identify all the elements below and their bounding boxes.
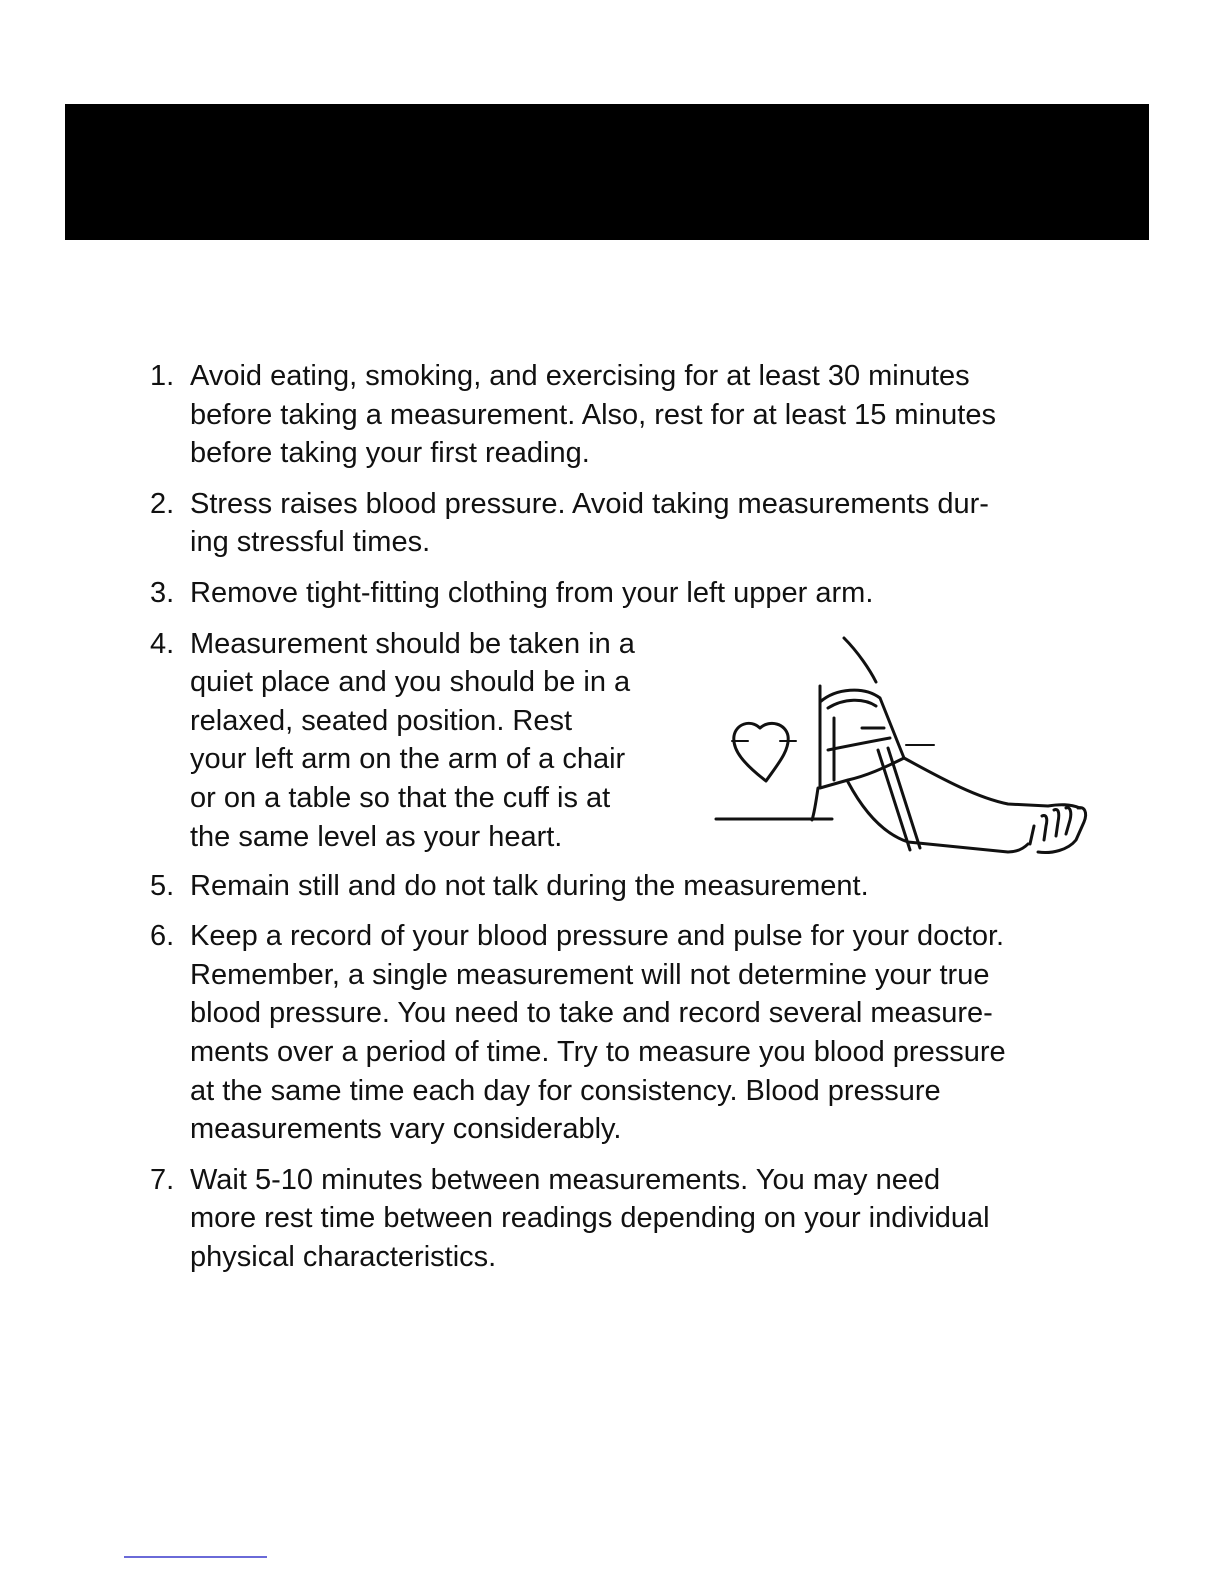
text-line: your left arm on the arm of a chair: [190, 743, 626, 776]
list-item: [148, 357, 1108, 473]
list-item: [148, 485, 1108, 562]
step-text: [190, 867, 1108, 906]
step-number: 2.: [150, 487, 175, 520]
arm-cuff-illustration: [708, 630, 1100, 866]
text-line: Avoid eating, smoking, and exercising for at least 30 minutes: [190, 360, 970, 392]
text-line: blood pressure. You need to take and record several measure-: [190, 997, 993, 1030]
upper-arm: [844, 638, 876, 682]
step-text: [190, 357, 1108, 473]
text-line: Wait 5-10 minutes between measurements. You may need: [190, 1163, 941, 1196]
text-line: Measurement should be taken in a: [190, 627, 635, 660]
text-line: before taking your first reading.: [190, 437, 590, 470]
step-text: [190, 1161, 1108, 1277]
footer-rule: [124, 1556, 267, 1558]
forearm: [848, 782, 1028, 852]
step-number: 3.: [150, 576, 175, 609]
text-line: Keep a record of your blood pressure and pulse for your doctor.: [190, 920, 1005, 953]
text-line: Remember, a single measurement will not determine your true: [190, 958, 990, 991]
elbow: [812, 788, 818, 820]
list-item: [148, 1161, 1108, 1277]
text-line: quiet place and you should be in a: [190, 666, 631, 699]
text-line: Remove tight-fitting clothing from your left upper arm.: [190, 576, 874, 609]
step-number: 1.: [150, 360, 175, 392]
list-item: [148, 917, 1108, 1149]
heart-icon: [732, 723, 796, 781]
text-line: before taking a measurement. Also, rest for at least 15 minutes: [190, 398, 996, 431]
step-text: [190, 485, 1108, 562]
text-line: Remain still and do not talk during the measurement.: [190, 869, 869, 902]
step-number: 5.: [150, 869, 175, 902]
text-line: Stress raises blood pressure. Avoid taking measurements dur-: [190, 487, 989, 520]
step-number: 6.: [150, 920, 175, 953]
forearm-top: [904, 758, 1080, 808]
header-bar: [65, 104, 1149, 240]
cuff-icon: [820, 690, 934, 788]
step-number: 4.: [150, 627, 175, 660]
list-item: [148, 574, 1108, 613]
text-line: at the same time each day for consistency. Blood pressure: [190, 1074, 941, 1107]
text-line: relaxed, seated position. Rest: [190, 704, 573, 737]
text-line: physical characteristics.: [190, 1240, 497, 1273]
text-line: more rest time between readings depending on your individual: [190, 1202, 990, 1235]
text-line: measurements vary considerably.: [190, 1113, 622, 1146]
hand-icon: [1030, 808, 1086, 853]
step-number: 7.: [150, 1163, 175, 1196]
text-line: the same level as your heart.: [190, 820, 563, 853]
text-line: or on a table so that the cuff is at: [190, 781, 611, 814]
step-text: [190, 917, 1108, 1149]
step-text: [190, 574, 1108, 613]
text-line: ing stressful times.: [190, 526, 431, 559]
list-item: [148, 867, 1108, 906]
text-line: ments over a period of time. Try to measure you blood pressure: [190, 1035, 1006, 1068]
